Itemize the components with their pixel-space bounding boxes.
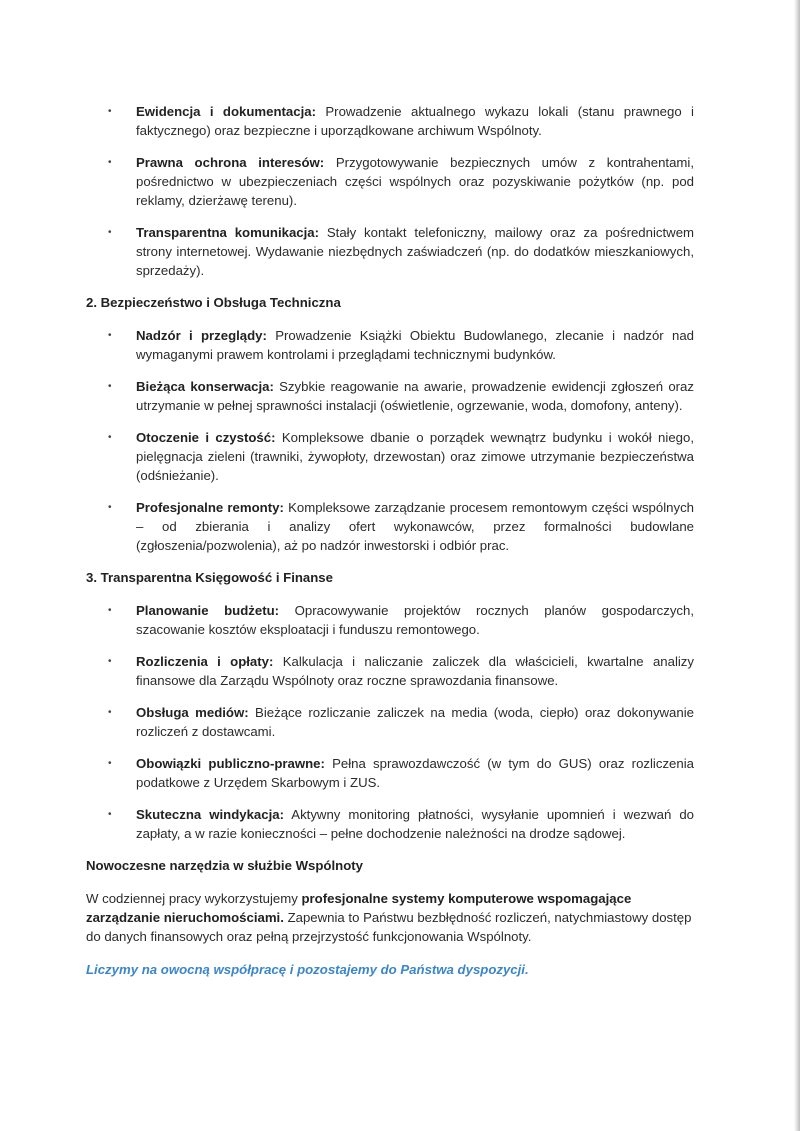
bullet-icon: • xyxy=(108,106,112,117)
bullet-icon: • xyxy=(108,381,112,392)
tools-rest: Zapewnia to Państwu bezbłędność rozliczeń, natychmiastowy dostęp do danych finansowych oraz pełną przejrzystość funkcjonowania Wspólnoty. xyxy=(86,910,692,944)
bullet-icon: • xyxy=(108,809,112,820)
closing-line: Liczymy na owocną współpracę i pozostajemy do Państwa dyspozycji. xyxy=(86,962,529,977)
tools-highlight: profesjonalne systemy komputerowe wspomagające zarządzanie nieruchomościami. xyxy=(86,891,632,925)
list-item xyxy=(108,153,694,210)
item-title: Skuteczna windykacja: xyxy=(136,807,284,822)
item-title: Bieżąca konserwacja: xyxy=(136,379,274,394)
list-item xyxy=(108,377,694,415)
bullet-icon: • xyxy=(108,227,112,238)
list-item xyxy=(108,102,694,140)
item-text: Opracowywanie projektów rocznych planów gospodarczych, szacowanie kosztów eksploatacji i funduszu remontowego. xyxy=(136,603,694,637)
bullet-icon: • xyxy=(108,157,112,168)
item-text: Prowadzenie aktualnego wykazu lokali (stanu prawnego i faktycznego) oraz bezpieczne i uporządkowane archiwum Wspólnoty. xyxy=(136,104,694,138)
item-text: Pełna sprawozdawczość (w tym do GUS) oraz rozliczenia podatkowe z Urzędem Skarbowym i ZUS. xyxy=(136,756,694,790)
list-item xyxy=(108,652,694,690)
list-item xyxy=(108,223,695,280)
bullet-icon: • xyxy=(108,758,112,769)
list-item xyxy=(108,326,694,364)
item-title: Rozliczenia i opłaty: xyxy=(136,654,274,669)
bullet-icon: • xyxy=(108,432,112,443)
item-text: Prowadzenie Książki Obiektu Budowlanego, zlecanie i nadzór nad wymaganymi prawem kontrolami i przeglądami technicznymi budynków. xyxy=(136,328,694,362)
bullet-icon: • xyxy=(108,707,112,718)
bullet-icon: • xyxy=(108,605,112,616)
tools-intro: W codziennej pracy wykorzystujemy xyxy=(86,891,298,906)
section2-list xyxy=(86,326,694,555)
item-text: Kompleksowe dbanie o porządek wewnątrz budynku i wokół niego, pielęgnacja zieleni (trawniki, żywopłoty, drzewostan) oraz zimowe utrzymanie bezpieczeństwa (odśnieżanie). xyxy=(136,430,694,483)
document-body xyxy=(86,102,694,979)
item-text: Stały kontakt telefoniczny, mailowy oraz za pośrednictwem strony internetowej. Wydawanie niezbędnych zaświadczeń (np. do dodatków mieszkaniowych, sprzedaży). xyxy=(136,225,695,278)
item-title: Transparentna komunikacja: xyxy=(136,225,320,240)
item-text: Aktywny monitoring płatności, wysyłanie upomnień i wezwań do zapłaty, a w razie konieczności – pełne dochodzenie należności na drodze sądowej. xyxy=(136,807,694,841)
tools-heading: Nowoczesne narzędzia w służbie Wspólnoty xyxy=(86,858,363,873)
list-item xyxy=(108,754,694,792)
list-item xyxy=(108,703,694,741)
section3-heading: 3. Transparentna Księgowość i Finanse xyxy=(86,570,333,585)
tools-paragraph xyxy=(86,889,694,946)
scan-page-edge xyxy=(794,0,800,1131)
bullet-icon: • xyxy=(108,330,112,341)
list-item xyxy=(108,498,694,555)
list-item xyxy=(108,428,694,485)
item-title: Prawna ochrona interesów: xyxy=(136,155,325,170)
item-text: Kompleksowe zarządzanie procesem remontowym części wspólnych – od zbierania i analizy ofert wykonawców, przez formalności budowlane (zgłoszenia/pozwolenia), aż po nadzór inwestorski i odbiór prac. xyxy=(136,500,694,553)
item-text: Bieżące rozliczanie zaliczek na media (woda, ciepło) oraz dokonywanie rozliczeń z dostawcami. xyxy=(136,705,694,739)
item-title: Obowiązki publiczno-prawne: xyxy=(136,756,325,771)
item-title: Planowanie budżetu: xyxy=(136,603,280,618)
bullet-icon: • xyxy=(108,502,112,513)
item-text: Szybkie reagowanie na awarie, prowadzenie ewidencji zgłoszeń oraz utrzymanie w pełnej sprawności instalacji (oświetlenie, ogrzewanie, woda, domofony, anteny). xyxy=(136,379,694,413)
item-title: Profesjonalne remonty: xyxy=(136,500,284,515)
item-title: Obsługa mediów: xyxy=(136,705,249,720)
list-item xyxy=(108,805,694,843)
section2-heading: 2. Bezpieczeństwo i Obsługa Techniczna xyxy=(86,295,341,310)
list-item xyxy=(108,601,694,639)
bullet-icon: • xyxy=(108,656,112,667)
section3-list xyxy=(86,601,694,843)
item-text: Kalkulacja i naliczanie zaliczek dla właścicieli, kwartalne analizy finansowe dla Zarządu Wspólnoty oraz roczne sprawozdania finansowe. xyxy=(136,654,694,688)
item-text: Przygotowywanie bezpiecznych umów z kontrahentami, pośrednictwo w ubezpieczeniach części wspólnych oraz pozyskiwanie pożytków (np. pod reklamy, dzierżawę terenu). xyxy=(136,155,694,208)
section1-list xyxy=(86,102,694,280)
item-title: Ewidencja i dokumentacja: xyxy=(136,104,316,119)
item-title: Nadzór i przeglądy: xyxy=(136,328,267,343)
item-title: Otoczenie i czystość: xyxy=(136,430,276,445)
